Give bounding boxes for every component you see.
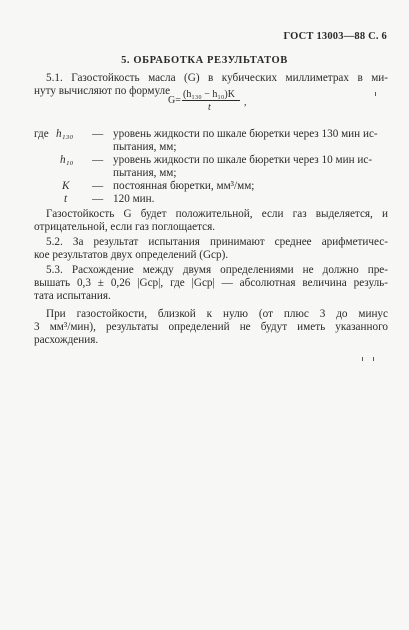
paragraph-near-zero-line-2: 3 мм³/мин), результаты определений не будут иметь указанного	[34, 321, 388, 333]
definition-k-line-1: постоянная бюретки, мм³/мм;	[113, 180, 255, 192]
document-reference: ГОСТ 13003—88 С. 6	[283, 31, 387, 42]
definition-dash: —	[92, 180, 104, 192]
paragraph-5-2-line-2: кое результатов двух определений (Gср).	[34, 249, 229, 261]
definition-t-line-1: 120 мин.	[113, 193, 155, 205]
paragraph-5-3-line-1: 5.3. Расхождение между двумя определениями не должно пре-	[46, 264, 388, 276]
paragraph-5-3-line-3: тата испытания.	[34, 290, 111, 302]
paragraph-near-zero-line-1: При газостойкости, близкой к нулю (от плюс 3 до минус	[46, 308, 388, 320]
formula-lhs: G=	[168, 95, 181, 106]
paragraph-gas-line-2: отрицательной, если газ поглощается.	[34, 221, 216, 233]
definition-dash: —	[92, 193, 104, 205]
formula-comma: ,	[244, 97, 247, 108]
definition-dash: —	[92, 128, 104, 140]
paragraph-gas-line-1: Газостойкость G будет положительной, если газ выделяется, и	[46, 208, 388, 220]
definition-symbol-k: K	[62, 180, 70, 192]
formula-numerator: (h₁₃₀ − h₁₀)K	[183, 89, 235, 100]
fraction-bar	[182, 100, 240, 101]
paragraph-5-1-line-2: нуту вычисляют по формуле	[34, 85, 171, 97]
definition-h130-line-2: пытания, мм;	[113, 141, 177, 153]
scan-speck	[373, 357, 374, 361]
paragraph-5-1-line-1: 5.1. Газостойкость масла (G) в кубических миллиметрах в ми-	[46, 72, 388, 84]
definition-h10-line-2: пытания, мм;	[113, 167, 177, 179]
scan-speck	[362, 357, 363, 361]
paragraph-5-2-line-1: 5.2. За результат испытания принимают среднее арифметичес-	[46, 236, 388, 248]
formula-denominator: t	[208, 102, 211, 113]
definition-h10-line-1: уровень жидкости по шкале бюретки через 10 мин ис-	[113, 154, 373, 166]
paragraph-near-zero-line-3: расхождения.	[34, 334, 99, 346]
scan-speck	[375, 92, 376, 96]
paragraph-5-3-line-2: вышать 0,3 ± 0,26 |Gср|, где |Gср| — абсолютная величина резуль-	[34, 277, 388, 289]
definition-symbol-t: t	[64, 193, 68, 205]
definition-symbol-h130: h₁₃₀	[56, 128, 74, 140]
section-title: 5. ОБРАБОТКА РЕЗУЛЬТАТОВ	[121, 55, 288, 66]
definition-dash: —	[92, 154, 104, 166]
definition-symbol-h10: h₁₀	[60, 154, 74, 166]
definition-prefix: где	[34, 128, 49, 140]
definition-h130-line-1: уровень жидкости по шкале бюретки через 130 мин ис-	[113, 128, 378, 140]
